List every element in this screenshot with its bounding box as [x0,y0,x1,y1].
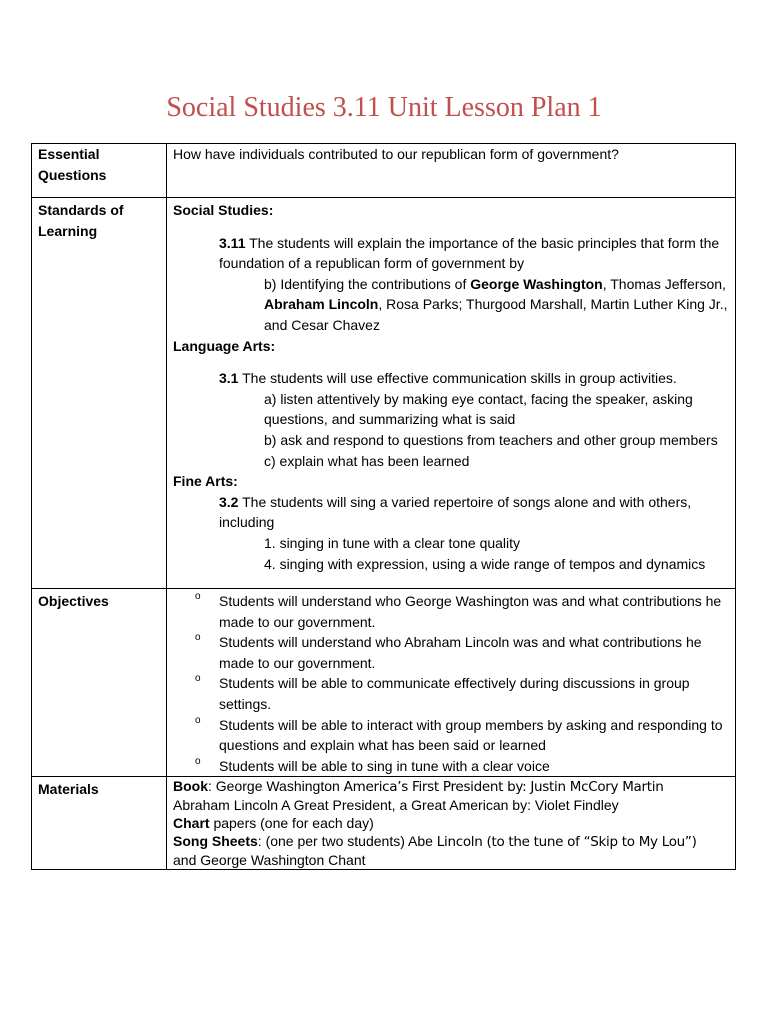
standard-3-2 [173,492,731,533]
objective-text: Students will be able to sing in tune with a clear voice [219,757,550,774]
standard-3-2-number: 3.2 [219,493,239,510]
list-item [195,714,731,756]
objective-text: Students will understand who George Washington was and what contributions he made to our government. [219,593,722,630]
standard-3-11-b [173,274,731,336]
standard-3-11 [173,233,731,274]
book-title: : George Washington [208,778,344,795]
materials-label: Materials [32,777,167,870]
bullet-icon: o [195,632,201,644]
social-studies-heading: Social Studies: [173,202,274,218]
list-item [195,673,731,714]
essential-questions-row [32,144,736,198]
song-sheets-label: Song Sheets [173,833,258,850]
song-line [173,832,731,851]
standard-3-11-b-text: , Thomas Jefferson, [602,275,726,292]
standard-3-2-text: The students will sing a varied repertoire of songs alone and with others, including [219,493,692,531]
george-washington-name: George Washington [470,275,603,292]
objective-text: Students will understand who Abraham Lincoln was and what contributions he made to our government. [219,634,702,671]
book-line-2: Abraham Lincoln A Great President, a Great American by: Violet Findley [173,797,619,814]
list-item [195,591,731,632]
list-item [195,632,731,673]
standard-3-11-text: The students will explain the importance of the basic principles that form the foundation of a republican form of government by [219,234,720,272]
standard-3-1 [173,368,731,389]
chart-line [173,814,731,832]
objective-text: Students will be able to communicate effectively during discussions in group settings. [219,675,690,713]
book-line [173,777,731,796]
fine-arts-heading: Fine Arts: [173,473,238,490]
objectives-list [173,591,731,776]
song-text: Lincoln (to the tune of “Skip to My Lou”) [436,834,697,851]
book-title: America’s First President by: Justin McCory Martin [343,779,664,796]
materials-content [167,777,736,870]
song-text: : (one per two students) Abe [257,833,437,850]
objectives-label: Objectives [32,589,167,777]
standard-3-2-item-4: 4. singing with expression, using a wide range of tempos and dynamics [264,555,706,572]
objectives-row [32,589,736,777]
essential-questions-text: How have individuals contributed to our republican form of government? [167,144,736,198]
bullet-icon: o [195,673,201,685]
objectives-content [167,589,736,777]
materials-row [32,777,736,870]
chart-label: Chart [173,815,210,832]
lesson-plan-table [31,143,736,870]
list-item [195,755,731,777]
standards-label: Standards of Learning [32,198,167,589]
standard-3-2-item-1: 1. singing in tune with a clear tone quality [264,534,521,551]
page-title: Social Studies 3.11 Unit Lesson Plan 1 [166,92,602,123]
bullet-icon: o [195,714,201,726]
standard-3-1-b: b) ask and respond to questions from teachers and other group members [264,431,718,448]
bullet-icon: o [195,755,201,767]
standard-3-11-b-text: b) Identifying the contributions of [264,275,471,292]
bullet-icon: o [195,591,201,603]
song-line-2: and George Washington Chant [173,852,366,869]
standard-3-1-number: 3.1 [219,370,239,387]
standard-3-1-a: a) listen attentively by making eye contact, facing the speaker, asking questions, and summarizing what is said [264,390,693,428]
objective-text: Students will be able to interact with group members by asking and responding to questions and explain what has been said or learned [219,716,723,754]
essential-questions-label: Essential Questions [32,144,167,198]
abraham-lincoln-name: Abraham Lincoln [264,296,379,313]
standards-row [32,198,736,589]
standard-3-11-number: 3.11 [219,234,246,251]
book-label: Book [173,778,208,795]
standard-3-1-text: The students will use effective communication skills in group activities. [238,370,677,387]
standards-content [167,198,736,589]
standard-3-11-b-text: , Rosa Parks; Thurgood Marshall, Martin Luther King Jr., and Cesar Chavez [264,296,728,333]
language-arts-heading: Language Arts: [173,337,276,354]
standard-3-1-c: c) explain what has been learned [264,452,470,469]
chart-text: papers (one for each day) [209,815,374,832]
